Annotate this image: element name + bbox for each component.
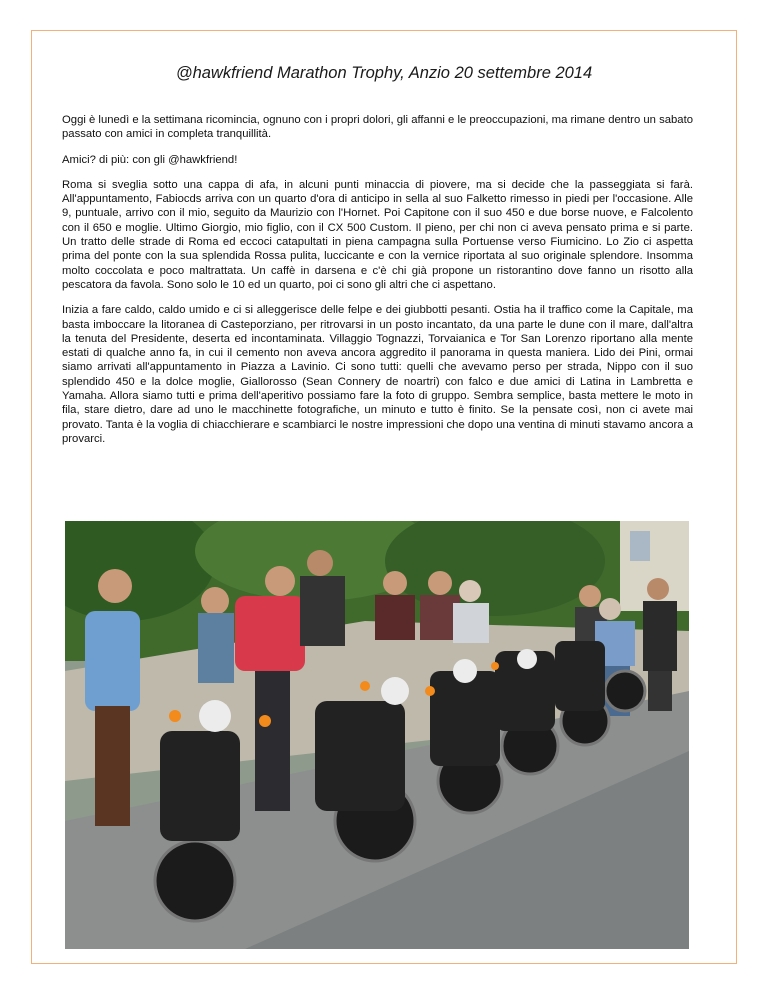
paragraph: Inizia a fare caldo, caldo umido e ci si alleggerisce delle felpe e dei giubbotti pesanti. Ostia ha il traffico come la Capitale, ma basta imboccare la litoranea di Casteporziano, per ritrovarsi in un posto incantato, da una parte le dune con il mare, dall'altra la tenuta del Presidente, deserta ed incontaminata. Villaggio Tognazzi, Torvaianica e Tor San Lorenzo riportano alla mente estati di qualche anno fa, in cui il cemento non aveva ancora aggredito il panorama in questa maniera. Lido dei Pini, ormai siamo arrivati all'appuntamento in Piazza a Lavinio. Ci sono tutti: quelli che avevamo perso per strada, Nippo con il suo splendido 450 e la dolce moglie, Giallorosso (Sean Connery de noartri) con falco e due amici di Latina in Lambretta e Yamaha. Allora siamo tutti e prima dell'aperitivo possiamo fare la foto di gruppo. Sembra semplice, basta mettere le moto in fila, stare dietro, dare ad uno le macchinette fotografiche, un minuto e tutto è finito. Se la pensate così, non ci avete mai provato. Tanta è la voglia di chiacchierare e scambiarci le nostre impressioni che dopo una ventina di minuti stavamo ancora a provarci. [62, 304, 693, 445]
group-photo [65, 521, 689, 949]
document-body [62, 113, 693, 457]
paragraph: Oggi è lunedì e la settimana ricomincia, ognuno con i propri dolori, gli affanni e le preoccupazioni, ma rimane dentro un sabato passato con amici in completa tranquillità. [62, 114, 693, 141]
paragraph: Roma si sveglia sotto una cappa di afa, in alcuni punti minaccia di piovere, ma si decide che la passeggiata si farà. All'appuntamento, Fabiocds arriva con un quarto d'ora di anticipo in sella al suo Falketto rimesso in piedi per l'occasione. Alle 9, puntuale, arrivo con il mio, seguito da Maurizio con l'Hornet. Poi Capitone con il suo 450 e due borse nuove, e Falcolento con il 650 e moglie. Ultimo Giorgio, mio figlio, con il CX 500 Custom. Il pieno, per chi non ci aveva pensato prima e si parte. Un tratto delle strade di Roma ed eccoci catapultati in piena campagna sulla Portuense verso Fiumicino. Lo Zio ci aspetta prima del ponte con la sua splendida Rossa pulita, luccicante e con la vernice riportata al suo originale splendore. Insomma molto coccolata e poco maltrattata. Un caffè in darsena e c'è chi già propone un ristorantino dove fanno un risotto alla pescatora da favola. Sono solo le 10 ed un quarto, poi ci sono gli altri che ci aspettano. [62, 178, 693, 291]
document-title: @hawkfriend Marathon Trophy, Anzio 20 settembre 2014 [175, 64, 593, 82]
paragraph: Amici? di più: con gli @hawkfriend! [62, 153, 238, 166]
